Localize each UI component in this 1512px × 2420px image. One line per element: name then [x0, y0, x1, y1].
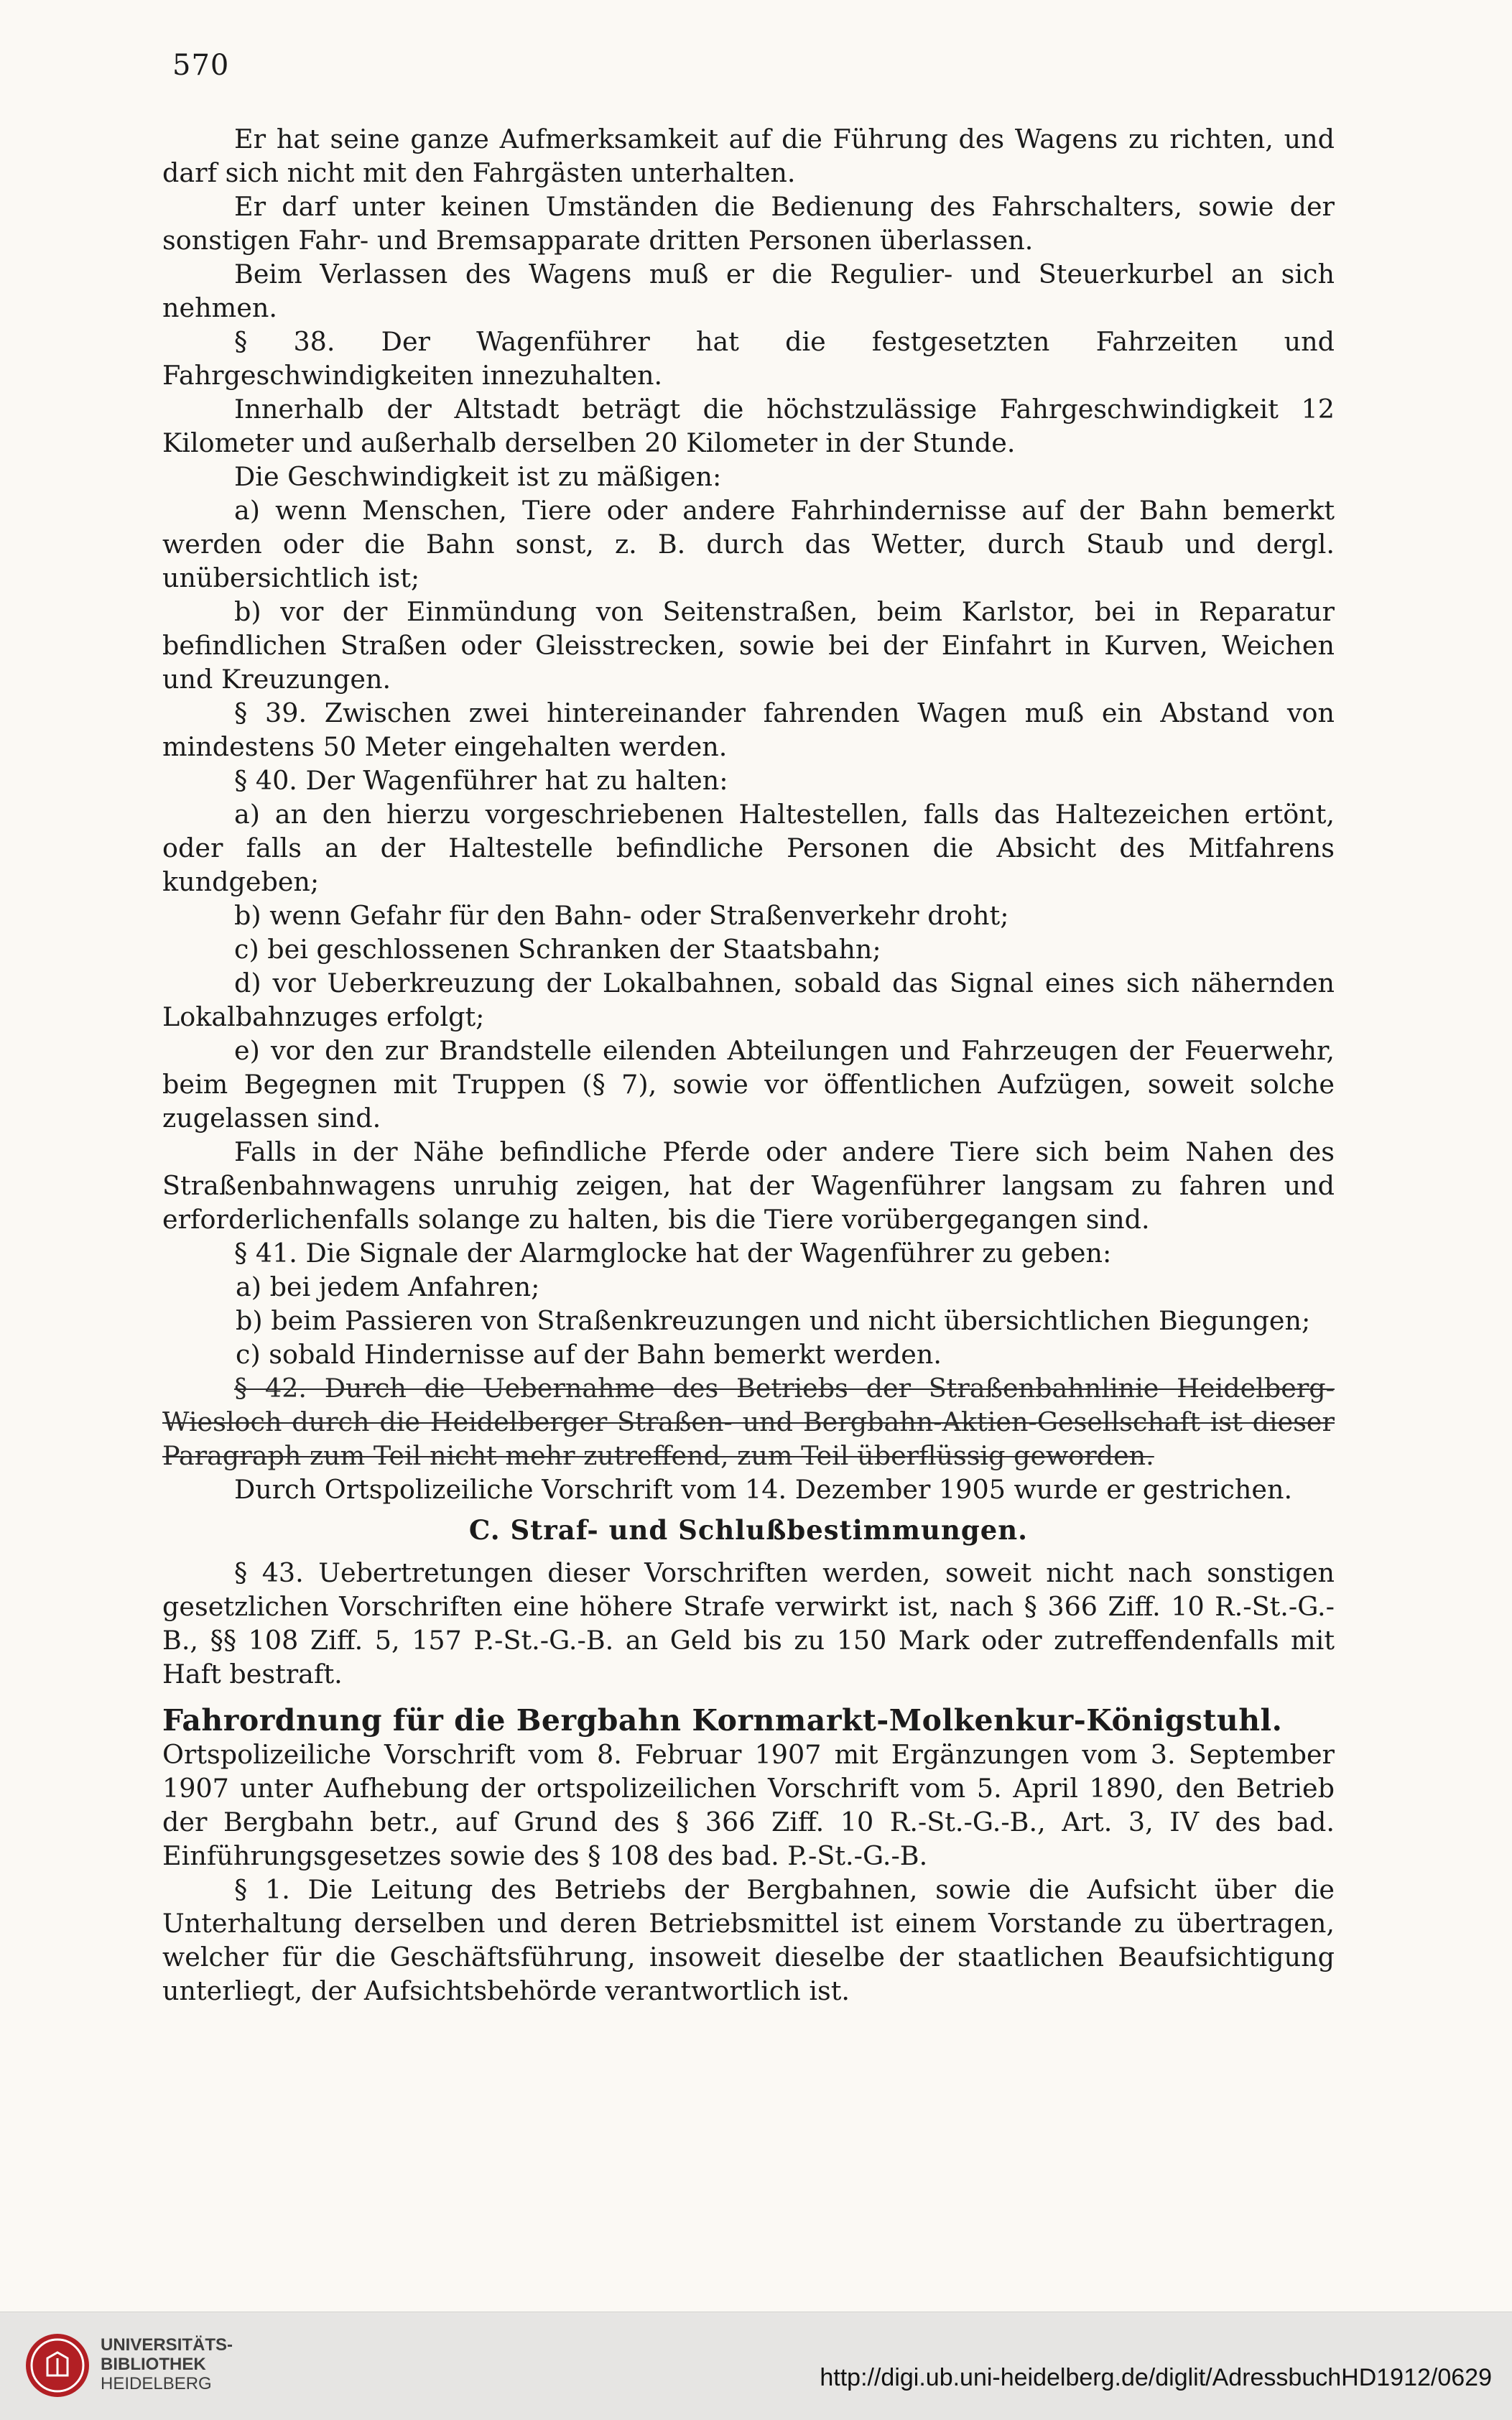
paragraph: b) vor der Einmündung von Seitenstraßen, beim Karlstor, bei in Reparatur befindlichen Straßen oder Gleisstrecken, sowie bei der Einfahrt in Kurven, Weichen und Kreuzungen. [162, 596, 1335, 695]
section-heading: Fahrordnung für die Bergbahn Kornmarkt-Molkenkur-Königstuhl. [162, 1703, 1283, 1738]
library-line-3: HEIDELBERG [101, 2374, 212, 2393]
paragraph: Beim Verlassen des Wagens muß er die Regulier- und Steuerkurbel an sich nehmen. [162, 259, 1335, 323]
paragraph: § 39. Zwischen zwei hintereinander fahrenden Wagen muß ein Abstand von mindestens 50 Meter eingehalten werden. [162, 697, 1335, 762]
paragraph: a) an den hierzu vorgeschriebenen Haltestellen, falls das Haltezeichen ertönt, oder falls an der Haltestelle befindliche Personen die Absicht des Mitfahrens kundgeben; [162, 799, 1335, 897]
footer-bar [0, 2312, 1512, 2420]
library-name [101, 2335, 233, 2393]
paragraph: d) vor Ueberkreuzung der Lokalbahnen, sobald das Signal eines sich nähernden Lokalbahnzuges erfolgt; [162, 968, 1335, 1032]
paragraph: Ortspolizeiliche Vorschrift vom 8. Februar 1907 mit Ergänzungen vom 3. September 1907 unter Aufhebung der ortspolizeilichen Vorschrift vom 5. April 1890, den Betrieb der Bergbahn betr., auf Grund des § 366 Ziff. 10 R.-St.-G.-B., Art. 3, IV des bad. Einführungsgesetzes sowie des § 108 des bad. P.-St.-G.-B. [162, 1739, 1335, 1871]
source-url-link[interactable]: http://digi.ub.uni-heidelberg.de/diglit/AdressbuchHD1912/0629 [820, 2364, 1492, 2391]
paragraph: Falls in der Nähe befindliche Pferde oder andere Tiere sich beim Nahen des Straßenbahnwagens unruhig zeigen, hat der Wagenführer langsam zu fahren und erforderlichenfalls solange zu halten, bis die Tiere vorübergegangen sind. [162, 1136, 1335, 1235]
section-heading: C. Straf- und Schlußbestimmungen. [468, 1514, 1029, 1546]
paragraph: e) vor den zur Brandstelle eilenden Abteilungen und Fahrzeugen der Feuerwehr, beim Begegnen mit Truppen (§ 7), sowie vor öffentlichen Aufzügen, soweit solche zugelassen sind. [162, 1035, 1335, 1133]
page-number: 570 [172, 49, 230, 82]
paragraph: c) sobald Hindernisse auf der Bahn bemerkt werden. [236, 1339, 942, 1370]
paragraph: § 41. Die Signale der Alarmglocke hat der Wagenführer zu geben: [234, 1238, 1112, 1269]
paragraph: § 40. Der Wagenführer hat zu halten: [234, 765, 728, 796]
paragraph: § 42. Durch die Uebernahme des Betriebs der Straßenbahnlinie Heidelberg-Wiesloch durch die Heidelberger Straßen- und Bergbahn-Aktien-Gesellschaft ist dieser Paragraph zum Teil nicht mehr zutreffend, zum Teil überflüssig geworden. [162, 1373, 1335, 1471]
paragraph: a) bei jedem Anfahren; [236, 1271, 540, 1302]
paragraph: Innerhalb der Altstadt beträgt die höchstzulässige Fahrgeschwindigkeit 12 Kilometer und außerhalb derselben 20 Kilometer in der Stunde. [162, 394, 1335, 458]
text-column [162, 122, 1335, 2008]
library-line-2: BIBLIOTHEK [101, 2355, 206, 2374]
library-line-1: UNIVERSITÄTS- [101, 2335, 233, 2355]
university-seal-icon [26, 2334, 89, 2397]
paragraph: Er darf unter keinen Umständen die Bedienung des Fahrschalters, sowie der sonstigen Fahr- und Bremsapparate dritten Personen überlassen. [162, 191, 1335, 256]
paragraph: Durch Ortspolizeiliche Vorschrift vom 14. Dezember 1905 wurde er gestrichen. [234, 1474, 1293, 1505]
paragraph: Die Geschwindigkeit ist zu mäßigen: [234, 461, 722, 492]
paragraph: § 1. Die Leitung des Betriebs der Bergbahnen, sowie die Aufsicht über die Unterhaltung derselben und deren Betriebsmittel ist einem Vorstande zu übertragen, welcher für die Geschäftsführung, insoweit dieselbe der staatlichen Beaufsichtigung unterliegt, der Aufsichtsbehörde verantwortlich ist. [162, 1874, 1335, 2006]
paragraph: c) bei geschlossenen Schranken der Staatsbahn; [234, 934, 881, 965]
paragraph: b) wenn Gefahr für den Bahn- oder Straßenverkehr droht; [234, 900, 1009, 931]
paragraph: a) wenn Menschen, Tiere oder andere Fahrhindernisse auf der Bahn bemerkt werden oder die Bahn sonst, z. B. durch das Wetter, durch Staub und dergl. unübersichtlich ist; [162, 495, 1335, 593]
paragraph: § 43. Uebertretungen dieser Vorschriften werden, soweit nicht nach sonstigen gesetzlichen Vorschriften eine höhere Strafe verwirkt ist, nach § 366 Ziff. 10 R.-St.-G.-B., §§ 108 Ziff. 5, 157 P.-St.-G.-B. an Geld bis zu 150 Mark oder zutreffendenfalls mit Haft bestraft. [162, 1557, 1335, 1689]
paragraph: § 38. Der Wagenführer hat die festgesetzten Fahrzeiten und Fahrgeschwindigkeiten innezuhalten. [162, 326, 1335, 391]
paragraph: Er hat seine ganze Aufmerksamkeit auf die Führung des Wagens zu richten, und darf sich nicht mit den Fahrgästen unterhalten. [162, 124, 1335, 188]
paragraph: b) beim Passieren von Straßenkreuzungen und nicht übersichtlichen Biegungen; [236, 1305, 1311, 1336]
